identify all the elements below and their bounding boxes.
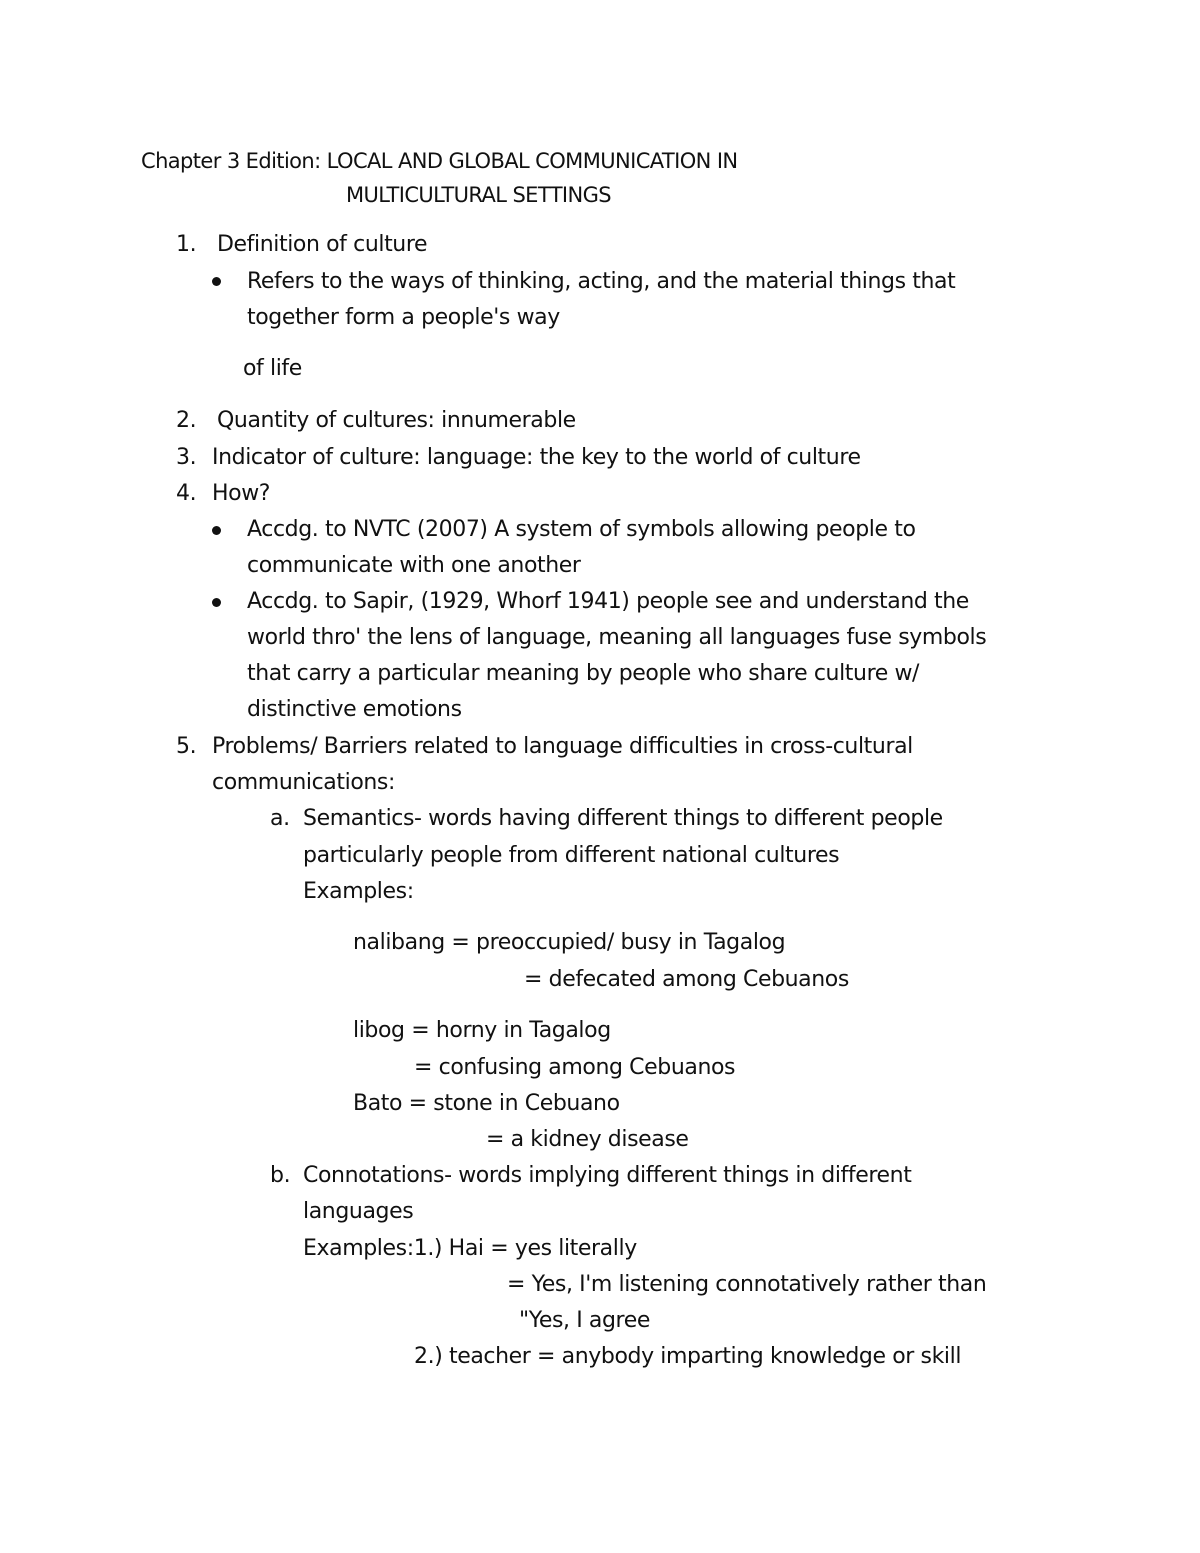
- item-3-text: Indicator of culture: language: the key to the world of culture: [212, 445, 861, 470]
- item-5b-line-1: Connotations- words implying different things in different: [303, 1163, 912, 1188]
- item-1-bullet-line-1: Refers to the ways of thinking, acting, and the material things that: [247, 269, 956, 294]
- item-5-line-1: Problems/ Barriers related to language difficulties in cross-cultural: [212, 734, 913, 759]
- item-2-number: 2.: [176, 408, 197, 433]
- item-4-bullet-1-line-2: communicate with one another: [247, 553, 581, 578]
- item-5-line-2: communications:: [212, 770, 396, 795]
- item-5-number: 5.: [176, 734, 197, 759]
- item-5a-example-2: libog = horny in Tagalog: [353, 1018, 611, 1043]
- item-4-text: How?: [212, 481, 271, 506]
- bullet-icon: [212, 598, 221, 607]
- item-1-text: Definition of culture: [217, 232, 428, 257]
- item-4-bullet-2-line-2: world thro' the lens of language, meaning all languages fuse symbols: [247, 625, 987, 650]
- item-5b-line-2: languages: [303, 1199, 414, 1224]
- title-line-1: Chapter 3 Edition: LOCAL AND GLOBAL COMMUNICATION IN: [141, 149, 738, 173]
- item-5a-example-1: nalibang = preoccupied/ busy in Tagalog: [353, 930, 786, 955]
- item-1-continuation: of life: [243, 356, 302, 381]
- item-4-bullet-1-line-1: Accdg. to NVTC (2007) A system of symbols allowing people to: [247, 517, 916, 542]
- item-5b-example-2: 2.) teacher = anybody imparting knowledge or skill: [414, 1344, 962, 1369]
- item-4-bullet-2-line-3: that carry a particular meaning by people who share culture w/: [247, 661, 920, 686]
- item-1-bullet-line-2: together form a people's way: [247, 305, 560, 330]
- item-1-number: 1.: [176, 232, 197, 257]
- item-4-bullet-2-line-4: distinctive emotions: [247, 697, 462, 722]
- item-3-number: 3.: [176, 445, 197, 470]
- item-5a-examples-label: Examples:: [303, 879, 414, 904]
- bullet-icon: [212, 277, 221, 286]
- item-5b-example-1c: "Yes, I agree: [519, 1308, 650, 1333]
- item-4-number: 4.: [176, 481, 197, 506]
- item-5a-letter: a.: [270, 806, 290, 831]
- item-5a-line-1: Semantics- words having different things to different people: [303, 806, 943, 831]
- item-5a-example-2b: = confusing among Cebuanos: [414, 1055, 736, 1080]
- bullet-icon: [212, 526, 221, 535]
- item-5a-example-3: Bato = stone in Cebuano: [353, 1091, 620, 1116]
- item-2-text: Quantity of cultures: innumerable: [217, 408, 576, 433]
- title-line-2: MULTICULTURAL SETTINGS: [346, 183, 612, 207]
- item-4-bullet-2-line-1: Accdg. to Sapir, (1929, Whorf 1941) people see and understand the: [247, 589, 969, 614]
- item-5b-letter: b.: [270, 1163, 291, 1188]
- item-5a-line-2: particularly people from different national cultures: [303, 843, 840, 868]
- item-5a-example-3b: = a kidney disease: [486, 1127, 689, 1152]
- item-5b-example-1b: = Yes, I'm listening connotatively rather than: [507, 1272, 987, 1297]
- item-5a-example-1b: = defecated among Cebuanos: [524, 967, 849, 992]
- item-5b-examples-label: Examples:1.) Hai = yes literally: [303, 1236, 637, 1261]
